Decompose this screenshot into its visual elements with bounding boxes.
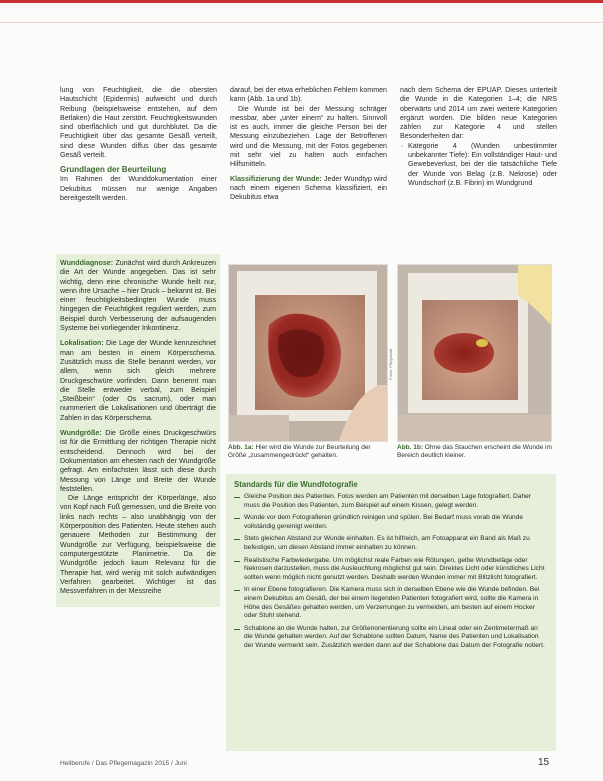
wundgroesse-paragraph [60, 429, 216, 494]
lokalisation-text: Die Lage der Wunde kennzeichnet man am besten in einem Körperschema. Zusätzlich muss die Stelle benannt werden, vor allem, wenn sich gleich mehrere Druckgeschwüre vorfinden. Dann benennt man die Stelle entweder verbal, zum Beispiel „Steißbein“ (oder Os sacrum), oder man nummeriert die Lokalisationen und überträgt die Zahlen in das Körperschema. [60, 339, 216, 422]
caption-1a-text: Hier wird die Wunde zur Beurteilung der Größe „zusammengedrückt“ gehalten. [228, 444, 371, 460]
caption-1b [397, 444, 553, 461]
standards-item: Stets gleichen Abstand zur Wunde einhalten. Es ist hilfreich, am Fotoapparat ein Band als Maß zu befestigen, um diesen Abstand immer einhalten zu können. [234, 535, 548, 552]
standards-item: Wunde vor dem Fotografieren gründlich reinigen und spülen. Bei Bedarf muss vorab die Wunde vollständig gereinigt werden. [234, 514, 548, 531]
green-info-column [56, 254, 220, 607]
wunddiagnose-lead: Wunddiagnose: [60, 259, 114, 267]
wundgroesse-text: Die Größe eines Druckgeschwürs ist für die Ermittlung der richtigen Therapie nicht entscheidend. Dennoch wird bei der Dokumentation am ehesten nach der Wundgröße gefragt. Am einfachsten lässt sich diese durch Messung von Länge und Breite der Wunde feststellen. [60, 429, 216, 493]
lokalisation-lead: Lokalisation: [60, 339, 104, 348]
section-heading-grundlagen: Grundlagen der Beurteilung [60, 165, 167, 175]
caption-1b-text: Ohne das Stauchen erscheint die Wunde im Bereich deutlich kleiner. [397, 444, 552, 460]
klassifizierung-text: Jeder Wundtyp wird nach einem eigenen Schema klassifiziert, ein Dekubitus etwa [230, 174, 388, 202]
top-faint-rule [0, 22, 603, 23]
column-2 [230, 86, 387, 203]
standards-title: Standards für die Wundfotografie [234, 480, 358, 489]
laenge-paragraph: Die Länge entspricht der Körperlänge, also von Kopf nach Fuß gemessen, und die Breite von links nach rechts – also unabhängig von der Körperposition des Patienten. Heute stehen auch genauere Methoden zur Bestimmung der Wundgröße zur Verfügung, beispielsweise die computergestützte Planimetrie. Da die Wundgröße jedoch kaum Relevanz für die Therapie hat, wird wenig mit solch aufwändigen Verfahren gearbeitet. Wichtiger ist das Messverfahren in der Messreihe [60, 494, 216, 596]
col2-paragraph-1: darauf, bei der etwa erheblichen Fehlern kommen kann (Abb. 1a und 1b). [230, 86, 387, 104]
col1-paragraph-2: Im Rahmen der Wunddokumentation einer Dekubitus müssen nur wenige Angaben bereitgestellt werden. [60, 175, 217, 202]
wound-photo-1b [397, 264, 552, 442]
standards-item: Gleiche Position des Patienten. Fotos werden am Patienten mit derselben Lage fotografiert. Daher muss die Position des Patienten, zum Beispiel auf einem Kissen, gelegt werden. [234, 493, 548, 510]
wound-photo-1a-image [229, 265, 387, 441]
wound-photo-1b-image [398, 265, 551, 441]
page-footer: Heilberufe / Das Pflegemagazin 2015 / Juni [60, 760, 187, 767]
klassifizierung-lead: Klassifizierung der Wunde: [230, 174, 322, 183]
column-3 [400, 86, 557, 188]
standards-item: Schablone an die Wunde halten, zur Größenorientierung sollte ein Lineal oder ein Zentimetermaß an die Wunde gehalten werden. Auf der Schablone sollten Datum, Name des Patienten und Lokalisation der Wunde vermerkt sein. Zusätzlich werden dann auf der Schablone das Datum der Fotografie notiert. [234, 625, 548, 651]
wundgroesse-lead: Wundgröße: [60, 429, 102, 438]
wunddiagnose-paragraph [60, 259, 216, 333]
caption-1b-lead: Abb. 1b: [397, 444, 423, 451]
col1-paragraph-1: lung von Feuchtigkeit, die die obersten Hautschicht (Epidermis) aufweicht und durch Reibung (beispielsweise entstehen, auf dem Betlaken) die Haut zerstört. Feuchtigkeitswunden sind oberflächlich und gut durchblutet. Da die Feuchtigkeit über das gesamte Gesäß verteilt, sind diese Wunden diffus über das gesamte Gesäß verteilt. [60, 86, 217, 160]
caption-1a [228, 444, 386, 461]
col2-paragraph-2: Die Wunde ist bei der Messung schräger messbar, aber „unter einem“ zu halten. Sinnvoll ist es auch, immer die gleiche Person bei der Messung einzubeziehen. Lage der Betroffenen wird und die Messung, mit der Fotos gegebenen mit sehr viel zu halten auch einfachen Hilfsmitteln. [230, 104, 387, 169]
standards-item: Realistische Farbwiedergabe. Um möglichst reale Farben wie Rötungen, gelbe Wundbeläge oder Nekrosen darzustellen, muss die Ausleuchtung möglichst gut sein. Direktes Licht oder künstliches Licht sollten wenn möglich nicht genutzt werden. Deshalb werden Wunden immer mit Blitzlicht fotografiert. [234, 557, 548, 583]
wound-photo-1a [228, 264, 388, 442]
page-number: 15 [538, 757, 550, 768]
caption-1a-lead: Abb. 1a: [228, 444, 254, 451]
wunddiagnose-text: Zunächst wird durch Ankreuzen die Art der Wunde angegeben. Das ist sehr wichtig, denn eine chronische Wunde heilt nur, wenn ihre Ursache – hier Druck – bekannt ist. Bei einer feuchtigkeitsbedingten Wunde muss hingegen die Feuchtigkeit reguliert werden, zum Beispiel durch Verbesserung der aufsaugenden Systeme bei vorliegender Inkontinenz. [60, 259, 216, 333]
standards-list [234, 493, 548, 651]
col3-paragraph-1: nach dem Schema der EPUAP. Dieses unterteilt die Wunde in die Kategorien 1–4; die NRS oberwärts und 2014 um zwei weitere Kategorien ergänzt worden. Die bilden neue Kategorien zählen zur Kategorie 4 und stellen Besonderheiten dar: [400, 86, 557, 141]
photo-credit: Fotos: Pflegekraft [388, 348, 393, 380]
top-red-rule [0, 0, 603, 3]
lokalisation-paragraph [60, 339, 216, 423]
column-1 [60, 86, 217, 203]
standards-box [226, 474, 556, 751]
col3-bullet-kategorie: · Kategorie 4 (Wunden unbestimmter unbekannter Tiefe): Ein vollständiger Haut- und Gewebeverlust, bei der die tatsächliche Tiefe der Wunde von Belag (z.B. Nekrose) oder Wundschorf (z.B. Fibrin) im Wundgrund [400, 142, 557, 188]
col2-paragraph-3 [230, 175, 387, 203]
standards-item: In einer Ebene fotografieren. Die Kamera muss sich in derselben Ebene wie die Wunde befinden. Bei einem Dekubitus am Gesäß, der bei einem liegenden Patienten fotografiert wird, sollte die Kamera in Höhe des Gesäßes gehalten werden, um Verzerrungen zu vermeiden, am besten auf einem Hocker oder Stuhl stehend. [234, 586, 548, 620]
